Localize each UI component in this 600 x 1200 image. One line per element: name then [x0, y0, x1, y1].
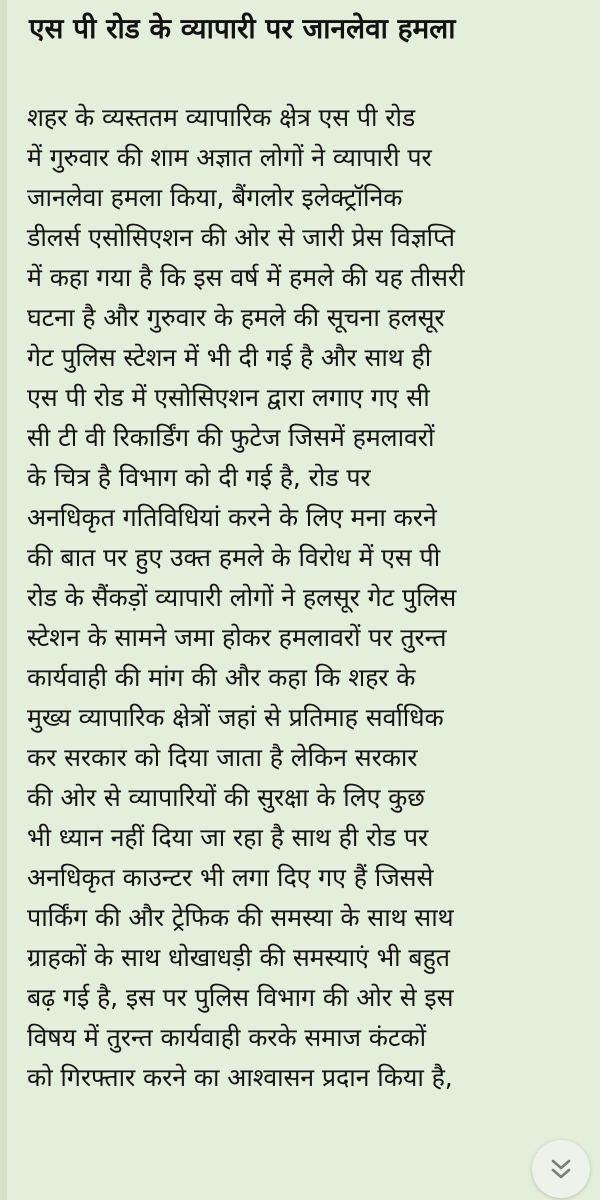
message-body-line: जानलेवा हमला किया, बैंगलोर इलेक्ट्रॉनिक [27, 183, 403, 212]
message-body-line: में कहा गया है कि इस वर्ष में हमले की यह तीसरी [27, 263, 465, 292]
message-body-line: में गुरुवार की शाम अज्ञात लोगों ने व्यापारी पर [27, 143, 432, 172]
message-body-line: घटना है और गुरुवार के हमले की सूचना हलसूर [27, 303, 445, 332]
message-body-line: को गिरफ्तार करने का आश्वासन प्रदान किया है, [27, 1063, 453, 1092]
message-body-line: अनधिकृत काउन्टर भी लगा दिए गए हैं जिससे [27, 863, 434, 892]
message-body-line: विषय में तुरन्त कार्यवाही करके समाज कंटकों [27, 1023, 426, 1052]
message-body-line: सी टी वी रिकार्डिंग की फुटेज जिसमें हमलावरों [27, 423, 435, 452]
message-body-line: के चित्र है विभाग को दी गई है, रोड पर [27, 463, 371, 492]
message-body-line: अनधिकृत गतिविधियां करने के लिए मना करने [27, 503, 437, 532]
message-body-line: की ओर से व्यापारियों की सुरक्षा के लिए कुछ [27, 783, 425, 812]
message-body-line: एस पी रोड में एसोसिएशन द्वारा लगाए गए सी [27, 383, 430, 412]
message-body-line: स्टेशन के सामने जमा होकर हमलावरों पर तुरन्त [27, 623, 447, 652]
message-body-line: कर सरकार को दिया जाता है लेकिन सरकार [27, 743, 418, 772]
message-body-line: पार्किंग की और ट्रेफिक की समस्या के साथ साथ [27, 903, 454, 932]
message-headline: एस पी रोड के व्यापारी पर जानलेवा हमला [29, 12, 456, 45]
message-body-line: शहर के व्यस्ततम व्यापारिक क्षेत्र एस पी रोड [27, 103, 416, 132]
chat-edge-strip [0, 0, 7, 1200]
message-body-line: डीलर्स एसोसिएशन की ओर से जारी प्रेस विज्ञप्ति [27, 223, 455, 252]
message-bubble[interactable] [7, 0, 600, 1200]
message-body-line: भी ध्यान नहीं दिया जा रहा है साथ ही रोड पर [27, 823, 429, 852]
message-body-line: गेट पुलिस स्टेशन में भी दी गई है और साथ ही [27, 343, 432, 372]
message-body-line: रोड के सैंकड़ों व्यापारी लोगों ने हलसूर गेट पुलिस [27, 583, 457, 612]
message-body-line: कार्यवाही की मांग की और कहा कि शहर के [27, 663, 416, 692]
message-body-line: बढ़ गई है, इस पर पुलिस विभाग की ओर से इस [27, 983, 454, 1012]
message-body-line: ग्राहकों के साथ धोखाधड़ी की समस्याएं भी बहुत [27, 943, 450, 972]
message-body-line: की बात पर हुए उक्त हमले के विरोध में एस पी [27, 543, 441, 572]
double-chevron-down-icon [547, 1155, 575, 1183]
scroll-to-bottom-button[interactable] [532, 1140, 590, 1198]
message-body-line: मुख्य व्यापारिक क्षेत्रों जहां से प्रतिमाह सर्वाधिक [27, 703, 444, 732]
